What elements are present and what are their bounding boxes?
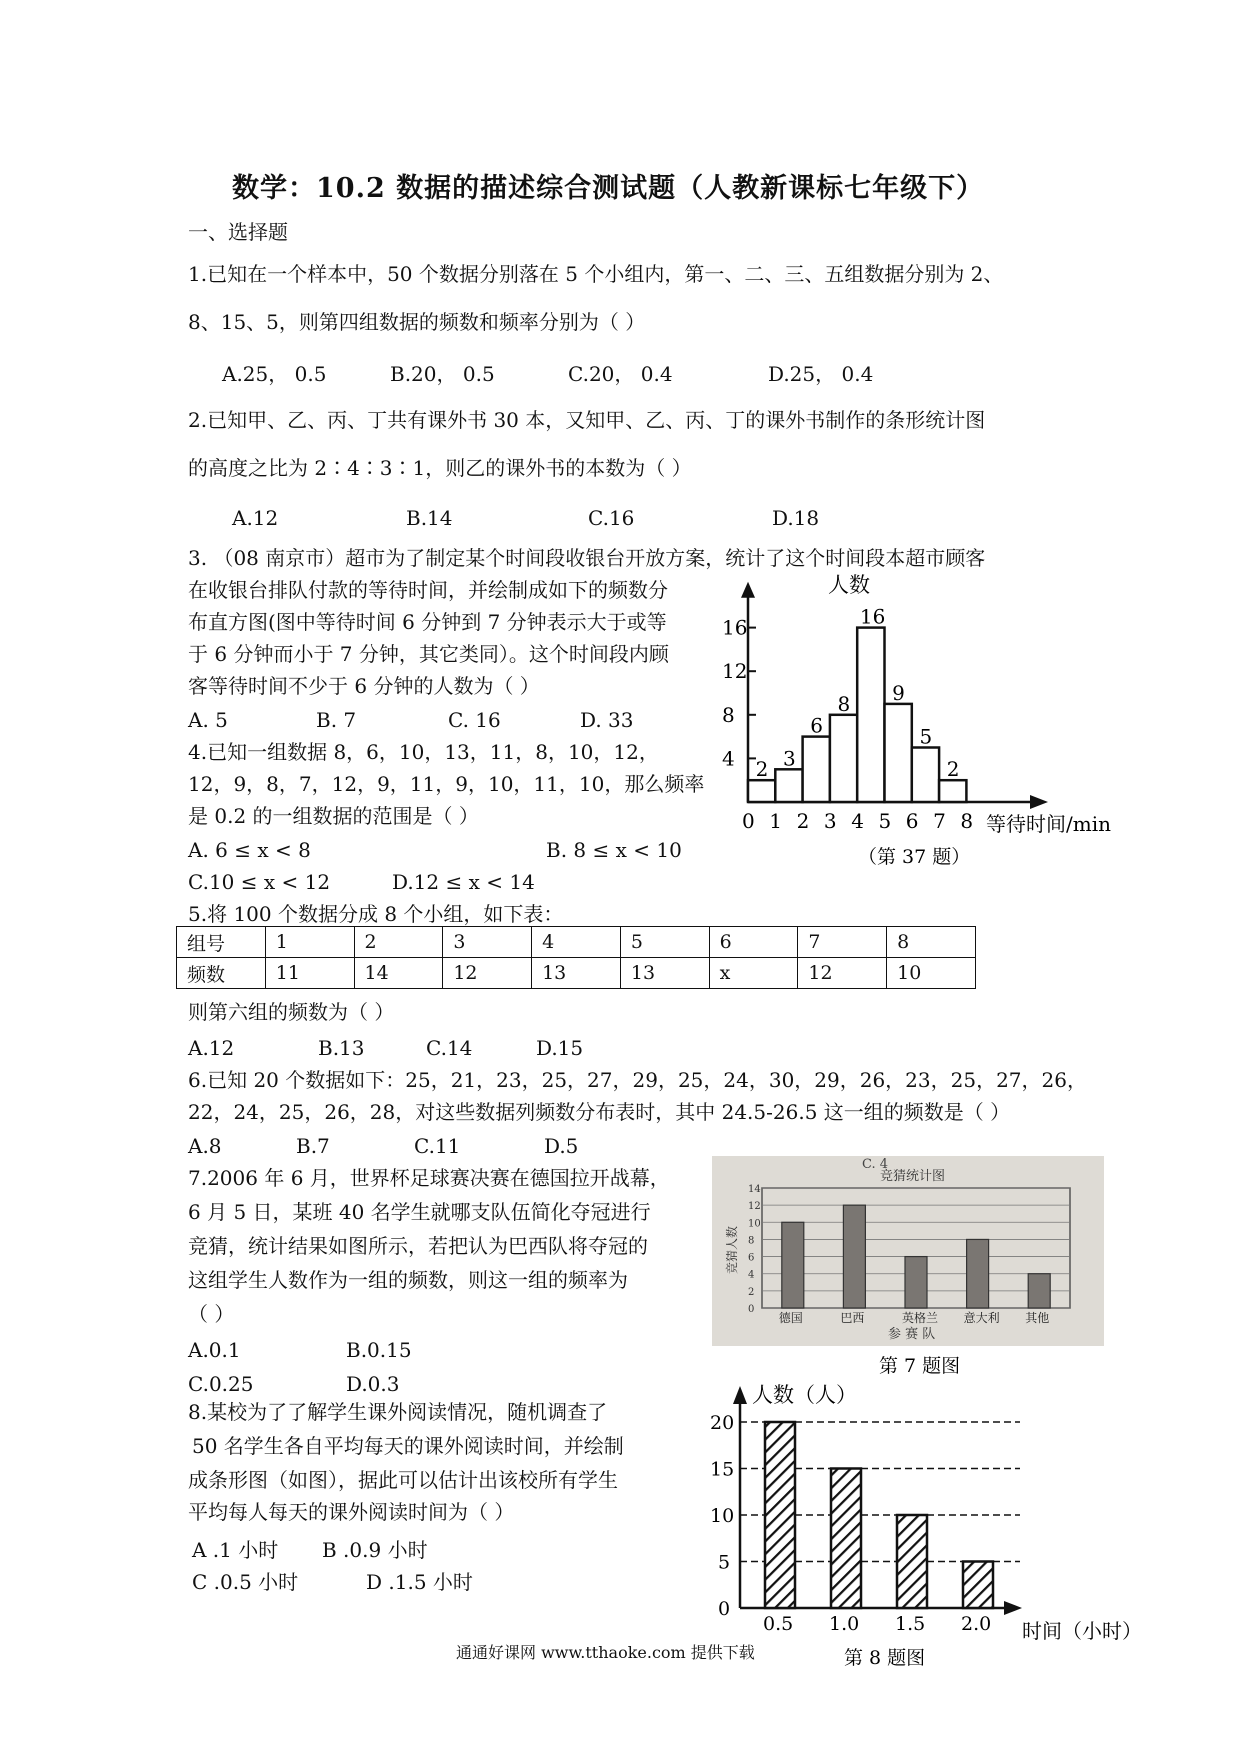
chart-q7-title: 竞猜统计图 bbox=[880, 1169, 946, 1184]
q3-option-b[interactable]: B. 7 bbox=[316, 708, 357, 732]
bar-data-label: 3 bbox=[782, 746, 796, 771]
histogram-bar bbox=[939, 780, 966, 802]
x-tick-label: 4 bbox=[851, 809, 864, 833]
table-cell: 12 bbox=[798, 958, 887, 989]
section-heading: 一、选择题 bbox=[188, 220, 288, 244]
q8-line2: 50 名学生各自平均每天的课外阅读时间，并绘制 bbox=[192, 1434, 624, 1458]
chart-q3-caption: （第 37 题） bbox=[858, 846, 971, 868]
chart-q7-ylabel: 竞猜人数 bbox=[725, 1225, 739, 1274]
x-axis-arrow bbox=[1004, 1601, 1022, 1615]
table-cell: 1 bbox=[265, 927, 354, 958]
q3-line5: 客等待时间不少于 6 分钟的人数为（ ） bbox=[188, 674, 540, 698]
q1-line2: 8、15、5，则第四组数据的频数和频率分别为（ ） bbox=[188, 310, 646, 334]
x-tick-label: 6 bbox=[905, 809, 919, 833]
table-cell: 10 bbox=[887, 958, 976, 989]
table-cell: 13 bbox=[532, 958, 621, 989]
bar-data-label: 2 bbox=[946, 757, 960, 782]
bar-data-label: 5 bbox=[919, 724, 933, 749]
footer-credit: 通通好课网 www.tthaoke.com 提供下载 bbox=[456, 1643, 755, 1662]
histogram-bar bbox=[830, 715, 857, 802]
q6-option-b[interactable]: B.7 bbox=[296, 1134, 330, 1158]
q2-option-b[interactable]: B.14 bbox=[406, 506, 453, 530]
hatched-bar bbox=[765, 1422, 795, 1608]
histogram-bar bbox=[775, 769, 802, 802]
category-label: 德国 bbox=[778, 1311, 803, 1325]
bar-data-label: 8 bbox=[837, 691, 851, 716]
y-tick-label: 4 bbox=[722, 746, 735, 771]
q8-line4: 平均每人每天的课外阅读时间为（ ） bbox=[188, 1500, 515, 1524]
y-tick-label: 10 bbox=[710, 1505, 735, 1527]
y-tick-label: 10 bbox=[748, 1218, 761, 1230]
chart-q3-plot bbox=[722, 582, 1048, 833]
q5-line2: 则第六组的频数为（ ） bbox=[188, 1000, 395, 1024]
y-tick-label: 0 bbox=[718, 1598, 731, 1620]
x-tick-label: 2.0 bbox=[961, 1613, 992, 1635]
q4-line2: 12，9，8，7，12，9，11，9，10，11，10，那么频率 bbox=[188, 772, 705, 796]
bar-data-label: 6 bbox=[810, 713, 823, 738]
y-tick-label: 8 bbox=[722, 702, 735, 727]
x-tick-label: 3 bbox=[823, 809, 837, 833]
chart-q3-ylabel: 人数 bbox=[828, 573, 870, 597]
y-tick-label: 16 bbox=[722, 615, 748, 640]
table-cell: 频数 bbox=[177, 958, 266, 989]
q7-line1: 7.2006 年 6 月，世界杯足球赛决赛在德国拉开战幕， bbox=[188, 1166, 670, 1190]
q2-option-a[interactable]: A.12 bbox=[232, 506, 279, 530]
table-cell: 14 bbox=[354, 958, 443, 989]
chart-bar bbox=[967, 1239, 989, 1308]
q6-option-c[interactable]: C.11 bbox=[414, 1134, 461, 1158]
q1-option-d[interactable]: D.25， 0.4 bbox=[768, 362, 874, 386]
chart-q8-xlabel: 时间（小时） bbox=[1022, 1619, 1142, 1643]
q7-line2: 6 月 5 日，某班 40 名学生就哪支队伍简化夺冠进行 bbox=[188, 1200, 651, 1224]
q4-option-d[interactable]: D.12 ≤ x < 14 bbox=[392, 870, 535, 894]
q5-frequency-table bbox=[176, 926, 976, 989]
chart-bar bbox=[782, 1222, 804, 1308]
table-row bbox=[177, 927, 976, 958]
histogram-bar bbox=[912, 748, 939, 803]
q7-option-d[interactable]: D.0.3 bbox=[346, 1372, 400, 1396]
chart-q7-caption: 第 7 题图 bbox=[879, 1355, 961, 1377]
y-tick-label: 15 bbox=[710, 1458, 735, 1481]
q7-option-c[interactable]: C.0.25 bbox=[188, 1372, 254, 1396]
q8-option-b[interactable]: B .0.9 小时 bbox=[322, 1538, 428, 1562]
q3-option-a[interactable]: A. 5 bbox=[188, 708, 228, 732]
x-tick-label: 1.5 bbox=[895, 1613, 926, 1635]
chart-q8-bars bbox=[700, 1376, 1160, 1668]
q8-option-d[interactable]: D .1.5 小时 bbox=[366, 1570, 473, 1594]
category-label: 巴西 bbox=[840, 1311, 865, 1325]
table-cell: 7 bbox=[798, 927, 887, 958]
q7-line4: 这组学生人数作为一组的频数，则这一组的频率为 bbox=[188, 1268, 628, 1292]
histogram-bar bbox=[857, 628, 884, 802]
q6-option-a[interactable]: A.8 bbox=[188, 1134, 222, 1158]
table-cell: 5 bbox=[620, 927, 709, 958]
q2-option-c[interactable]: C.16 bbox=[588, 506, 635, 530]
bar-data-label: 9 bbox=[892, 680, 905, 705]
q7-line5: （ ） bbox=[188, 1302, 235, 1326]
table-cell: 13 bbox=[620, 958, 709, 989]
x-tick-label: 7 bbox=[933, 809, 946, 833]
q3-line3: 布直方图(图中等待时间 6 分钟到 7 分钟表示大于或等 bbox=[188, 610, 667, 634]
histogram-bar bbox=[885, 704, 912, 802]
chart-bar bbox=[905, 1257, 927, 1308]
chart-q8-plot bbox=[710, 1386, 1022, 1635]
x-tick-label: 1 bbox=[769, 809, 783, 833]
q4-option-a[interactable]: A. 6 ≤ x < 8 bbox=[188, 838, 311, 862]
y-tick-label: 0 bbox=[748, 1304, 755, 1315]
chart-q7-header-fragment: C. 4 bbox=[862, 1157, 889, 1172]
q8-option-a[interactable]: A .1 小时 bbox=[192, 1538, 279, 1562]
q5-option-a[interactable]: A.12 bbox=[188, 1036, 235, 1060]
q6-line1: 6.已知 20 个数据如下：25，21，23，25，27，29，25，24，30，29，26，23，25，27，26， bbox=[188, 1068, 1087, 1092]
q1-option-a[interactable]: A.25， 0.5 bbox=[222, 362, 327, 386]
q1-option-b[interactable]: B.20， 0.5 bbox=[390, 362, 495, 386]
y-axis-arrow bbox=[733, 1386, 747, 1404]
table-cell: 4 bbox=[532, 927, 621, 958]
table-row bbox=[177, 958, 976, 989]
q5-option-d[interactable]: D.15 bbox=[536, 1036, 584, 1060]
y-axis-arrow bbox=[741, 582, 755, 598]
q3-option-d[interactable]: D. 33 bbox=[580, 708, 634, 732]
q4-option-c[interactable]: C.10 ≤ x < 12 bbox=[188, 870, 331, 894]
x-tick-label: 1.0 bbox=[829, 1613, 860, 1635]
y-tick-label: 12 bbox=[722, 659, 748, 684]
chart-q3-histogram bbox=[722, 572, 1128, 872]
q4-option-b[interactable]: B. 8 ≤ x < 10 bbox=[546, 838, 682, 862]
x-tick-label: 0 bbox=[742, 809, 755, 833]
category-label: 其他 bbox=[1025, 1311, 1050, 1325]
y-tick-label: 20 bbox=[710, 1412, 735, 1434]
y-tick-label: 14 bbox=[748, 1184, 761, 1195]
hatched-bar bbox=[897, 1515, 927, 1608]
y-tick-label: 12 bbox=[748, 1201, 761, 1213]
x-tick-label: 5 bbox=[878, 809, 892, 833]
q4-line1: 4.已知一组数据 8，6，10，13，11，8，10，12， bbox=[188, 740, 659, 764]
q2-line2: 的高度之比为 2∶4∶3∶1，则乙的课外书的本数为（ ） bbox=[188, 456, 692, 480]
y-tick-label: 8 bbox=[748, 1235, 755, 1247]
table-cell: 8 bbox=[887, 927, 976, 958]
histogram-bar bbox=[803, 737, 830, 802]
q7-option-a[interactable]: A.0.1 bbox=[188, 1338, 241, 1362]
q1-option-c[interactable]: C.20， 0.4 bbox=[568, 362, 673, 386]
chart-bar bbox=[843, 1205, 865, 1308]
hatched-bar bbox=[963, 1562, 993, 1609]
q7-option-b[interactable]: B.0.15 bbox=[346, 1338, 412, 1362]
q3-line4: 于 6 分钟而小于 7 分钟，其它类同）。这个时间段内顾 bbox=[188, 642, 669, 666]
page-title: 数学：10.2 数据的描述综合测试题（人教新课标七年级下） bbox=[232, 173, 985, 204]
chart-q8-ylabel: 人数（人） bbox=[752, 1383, 857, 1407]
table-cell: 组号 bbox=[177, 927, 266, 958]
chart-q7-scan bbox=[712, 1156, 1104, 1378]
y-tick-label: 5 bbox=[718, 1551, 731, 1574]
table-cell: 12 bbox=[443, 958, 532, 989]
q2-option-d[interactable]: D.18 bbox=[772, 506, 820, 530]
category-label: 意大利 bbox=[963, 1311, 1000, 1325]
q3-option-c[interactable]: C. 16 bbox=[448, 708, 501, 732]
x-tick-label: 0.5 bbox=[763, 1613, 794, 1635]
chart-q3-xlabel: 等待时间/min bbox=[986, 812, 1111, 836]
hatched-bar bbox=[831, 1469, 861, 1609]
q5-line1: 5.将 100 个数据分成 8 个小组，如下表： bbox=[188, 902, 564, 926]
x-axis-arrow bbox=[1030, 795, 1048, 809]
histogram-bar bbox=[748, 780, 775, 802]
table-cell: x bbox=[709, 958, 798, 989]
q6-line2: 22，24，25，26，28，对这些数据列频数分布表时，其中 24.5-26.5 这一组的频数是（ ） bbox=[188, 1100, 1011, 1124]
y-tick-label: 2 bbox=[748, 1286, 755, 1298]
table-cell: 3 bbox=[443, 927, 532, 958]
q5-option-b[interactable]: B.13 bbox=[318, 1036, 365, 1060]
q2-line1: 2.已知甲、乙、丙、丁共有课外书 30 本，又知甲、乙、丙、丁的课外书制作的条形统计图 bbox=[188, 408, 986, 432]
q6-option-d[interactable]: D.5 bbox=[544, 1134, 579, 1158]
chart-q7-xlabel: 参 赛 队 bbox=[888, 1327, 936, 1342]
q5-option-c[interactable]: C.14 bbox=[426, 1036, 473, 1060]
q8-line1: 8.某校为了了解学生课外阅读情况，随机调查了 bbox=[188, 1400, 608, 1424]
q3-line1: 3. （08 南京市）超市为了制定某个时间段收银台开放方案，统计了这个时间段本超市顾客 bbox=[188, 546, 986, 570]
bar-data-label: 2 bbox=[755, 757, 769, 782]
q7-line3: 竞猜，统计结果如图所示，若把认为巴西队将夺冠的 bbox=[188, 1234, 648, 1258]
q3-line2: 在收银台排队付款的等待时间，并绘制成如下的频数分 bbox=[188, 578, 668, 602]
chart-bar bbox=[1028, 1274, 1050, 1308]
q8-option-c[interactable]: C .0.5 小时 bbox=[192, 1570, 299, 1594]
q4-line3: 是 0.2 的一组数据的范围是（ ） bbox=[188, 804, 479, 828]
table-cell: 11 bbox=[265, 958, 354, 989]
chart-q8-caption: 第 8 题图 bbox=[844, 1647, 926, 1669]
table-cell: 6 bbox=[709, 927, 798, 958]
bar-data-label: 16 bbox=[859, 604, 886, 629]
table-cell: 2 bbox=[354, 927, 443, 958]
y-tick-label: 4 bbox=[748, 1269, 755, 1281]
x-tick-label: 2 bbox=[796, 809, 810, 833]
q1-line1: 1.已知在一个样本中，50 个数据分别落在 5 个小组内，第一、二、三、五组数据分别为 2、 bbox=[188, 262, 1004, 286]
q8-line3: 成条形图（如图），据此可以估计出该校所有学生 bbox=[188, 1468, 618, 1492]
x-tick-label: 8 bbox=[960, 809, 974, 833]
y-tick-label: 6 bbox=[748, 1252, 755, 1264]
category-label: 英格兰 bbox=[902, 1311, 939, 1325]
